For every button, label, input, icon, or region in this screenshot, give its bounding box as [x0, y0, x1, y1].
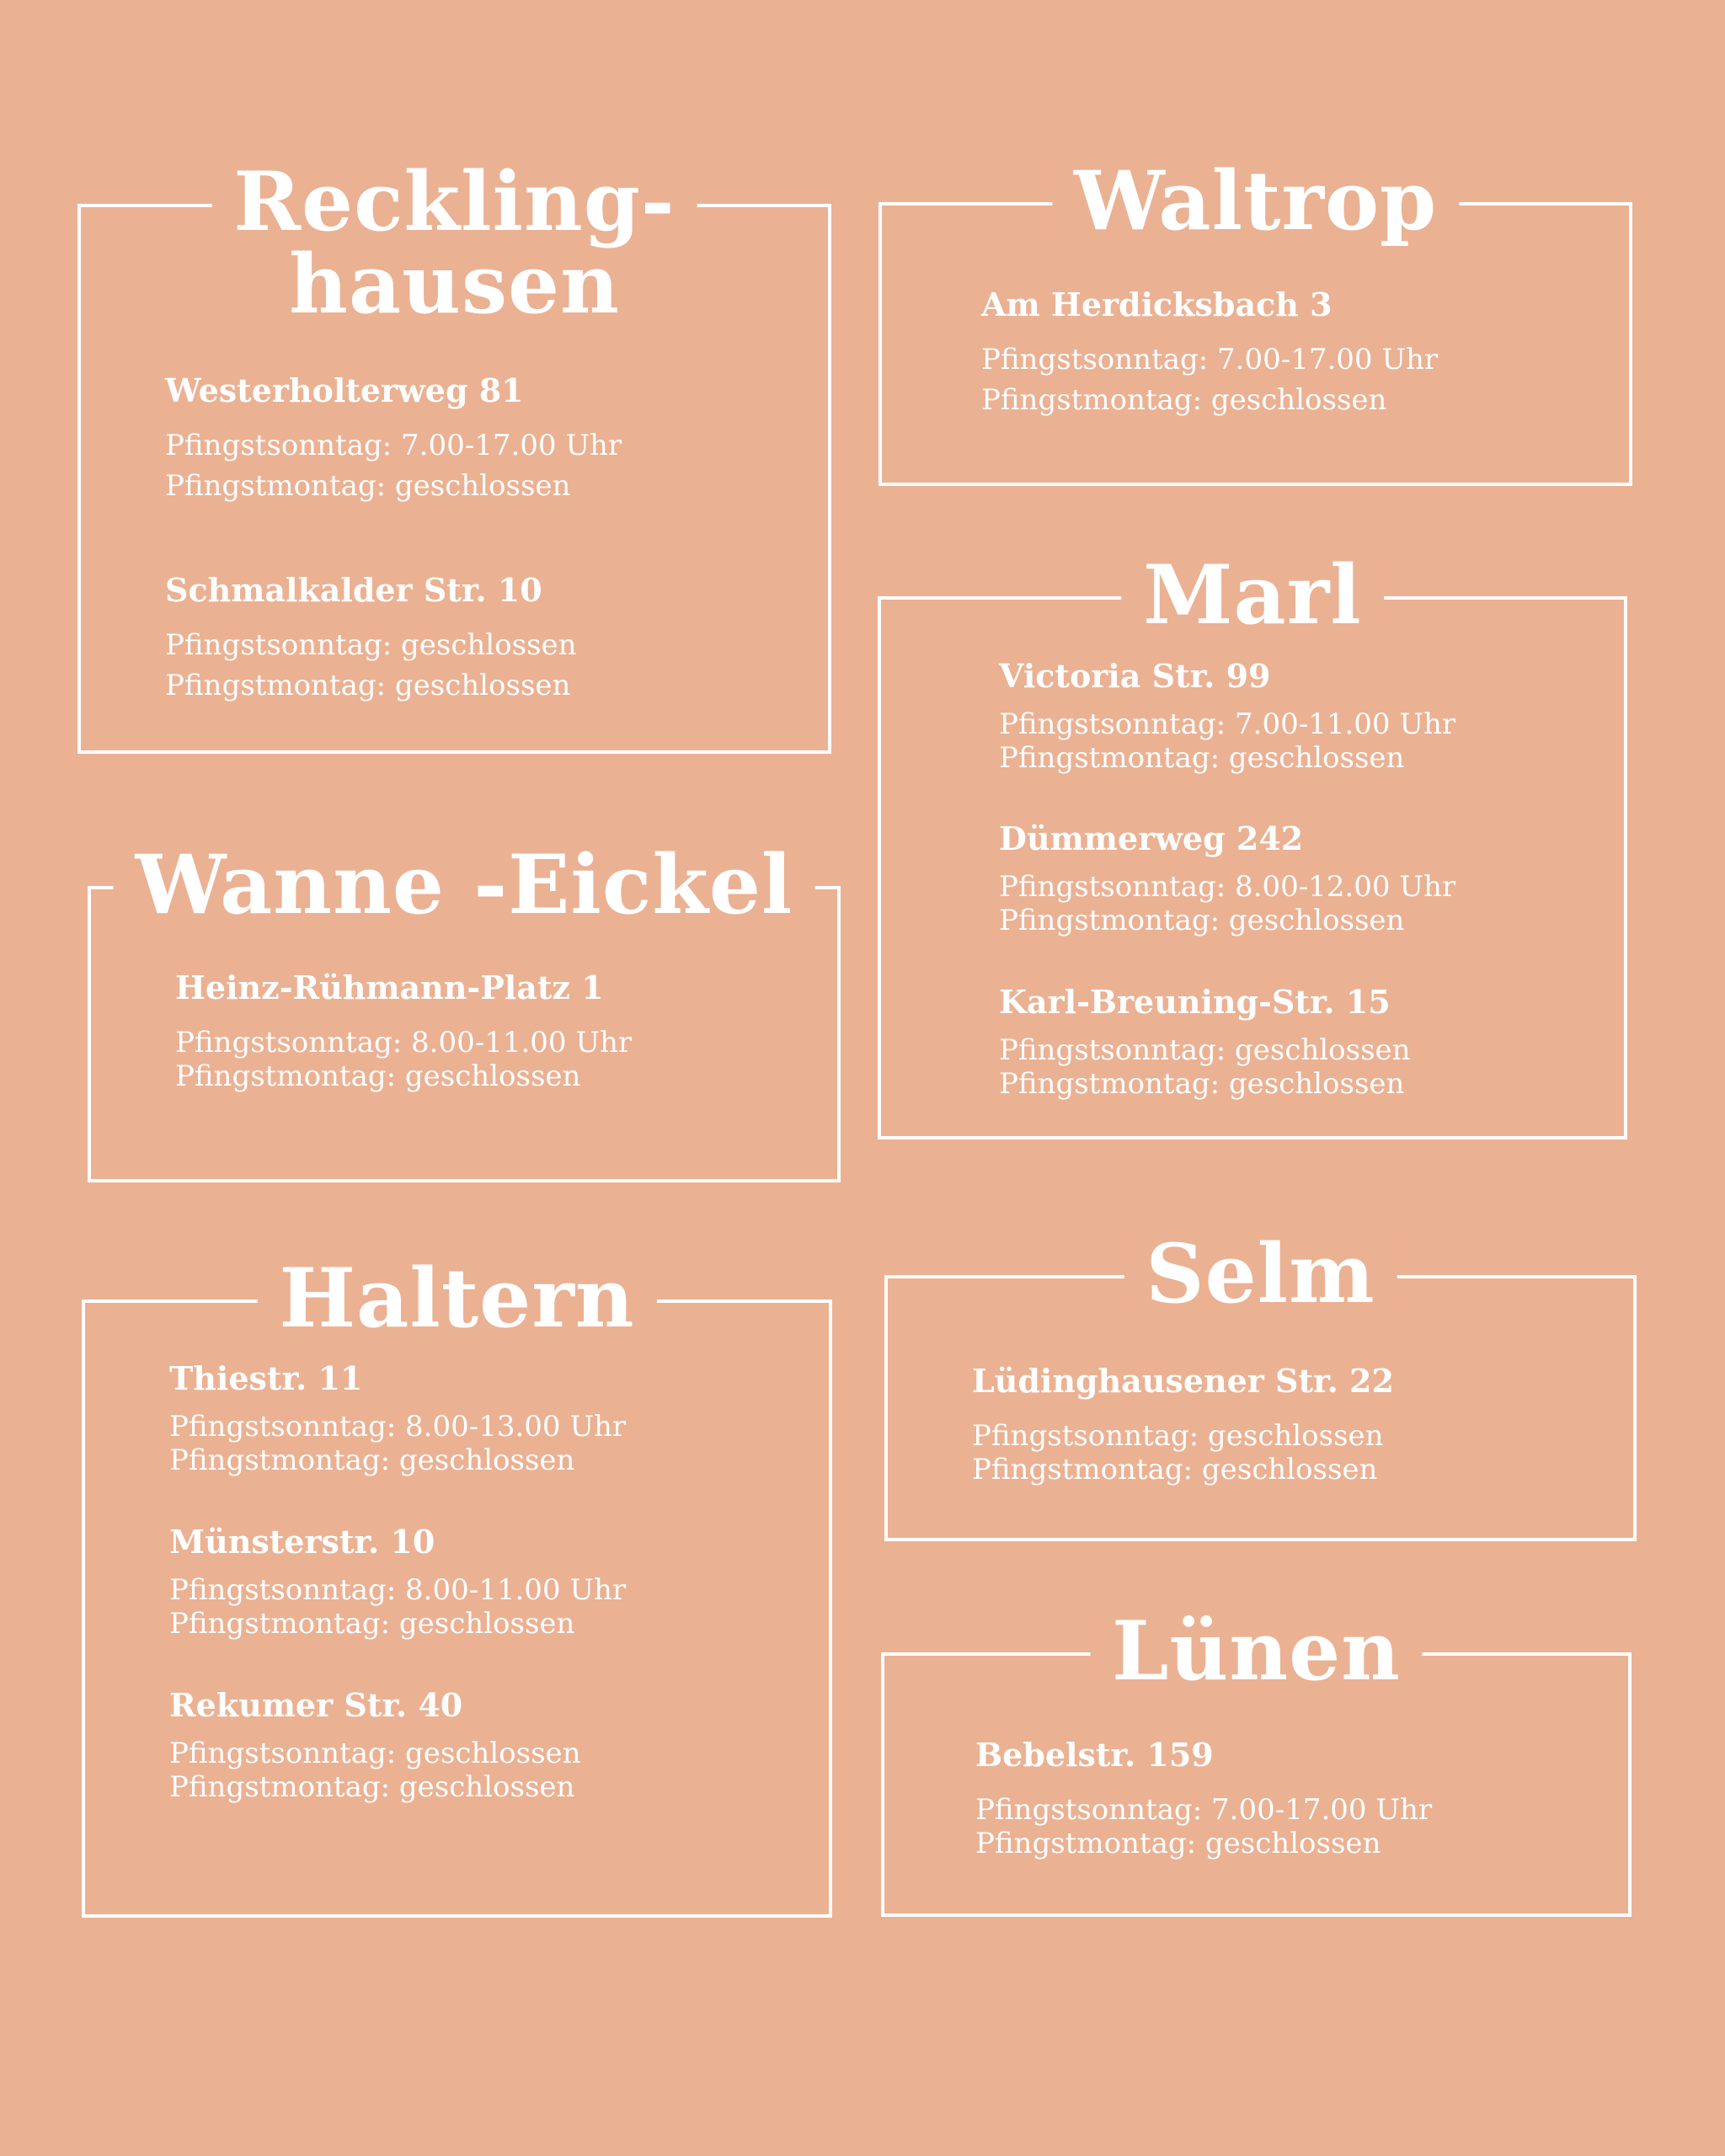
sunday-hours: Pfingstsonntag: 7.00-17.00 Uhr: [165, 429, 622, 462]
monday-hours: Pfingstmontag: geschlossen: [999, 904, 1405, 937]
city-title: Haltern: [257, 1257, 656, 1341]
location-card-recklinghausen: [77, 154, 831, 754]
station-address: Bebelstr. 159: [975, 1736, 1214, 1774]
city-title: Wanne -Eickel: [114, 843, 815, 927]
station-address: Schmalkalder Str. 10: [165, 571, 542, 609]
station-address: Thiestr. 11: [169, 1359, 363, 1397]
monday-hours: Pfingstmontag: geschlossen: [981, 383, 1387, 417]
monday-hours: Pfingstmontag: geschlossen: [999, 741, 1405, 775]
station-address: Victoria Str. 99: [999, 657, 1271, 695]
city-title: Selm: [1124, 1232, 1397, 1316]
sunday-hours: Pfingstsonntag: 8.00-11.00 Uhr: [169, 1573, 627, 1607]
monday-hours: Pfingstmontag: geschlossen: [975, 1827, 1381, 1860]
monday-hours: Pfingstmontag: geschlossen: [169, 1444, 575, 1477]
city-title: Waltrop: [1052, 159, 1459, 243]
monday-hours: Pfingstmontag: geschlossen: [165, 669, 571, 702]
station-address: Westerholterweg 81: [165, 371, 524, 409]
monday-hours: Pfingstmontag: geschlossen: [999, 1067, 1405, 1101]
city-title: [211, 154, 697, 332]
location-card-haltern: [82, 1251, 832, 1918]
location-card-wanne-eickel: [88, 837, 841, 1182]
city-title: Lünen: [1090, 1609, 1423, 1694]
station-address: Karl-Breuning-Str. 15: [999, 983, 1391, 1021]
monday-hours: Pfingstmontag: geschlossen: [175, 1059, 581, 1093]
sunday-hours: Pfingstsonntag: 7.00-11.00 Uhr: [999, 707, 1456, 741]
sunday-hours: Pfingstsonntag: geschlossen: [165, 628, 577, 662]
station-address: Dümmerweg 242: [999, 819, 1304, 857]
location-card-luenen: [881, 1604, 1632, 1917]
sunday-hours: Pfingstsonntag: geschlossen: [972, 1419, 1384, 1453]
monday-hours: Pfingstmontag: geschlossen: [165, 469, 571, 503]
sunday-hours: Pfingstsonntag: geschlossen: [999, 1033, 1411, 1067]
sunday-hours: Pfingstsonntag: 7.00-17.00 Uhr: [981, 343, 1439, 376]
station-address: Heinz-Rühmann-Platz 1: [175, 969, 604, 1006]
station-address: Münsterstr. 10: [169, 1523, 435, 1561]
sunday-hours: Pfingstsonntag: 8.00-11.00 Uhr: [175, 1026, 633, 1059]
sunday-hours: Pfingstsonntag: 8.00-13.00 Uhr: [169, 1410, 627, 1444]
monday-hours: Pfingstmontag: geschlossen: [972, 1453, 1378, 1486]
city-title-line: hausen: [289, 237, 620, 332]
city-title-line: Reckling-: [233, 154, 676, 249]
city-title: Marl: [1121, 553, 1384, 638]
location-card-waltrop: [879, 153, 1632, 486]
monday-hours: Pfingstmontag: geschlossen: [169, 1770, 575, 1804]
location-card-selm: [884, 1226, 1637, 1541]
location-card-marl: [878, 547, 1627, 1139]
sunday-hours: Pfingstsonntag: 7.00-17.00 Uhr: [975, 1793, 1433, 1827]
sunday-hours: Pfingstsonntag: geschlossen: [169, 1737, 581, 1770]
station-address: Am Herdicksbach 3: [981, 286, 1332, 323]
monday-hours: Pfingstmontag: geschlossen: [169, 1607, 575, 1641]
station-address: Lüdinghausener Str. 22: [972, 1362, 1394, 1400]
station-address: Rekumer Str. 40: [169, 1686, 463, 1724]
sunday-hours: Pfingstsonntag: 8.00-12.00 Uhr: [999, 870, 1456, 904]
